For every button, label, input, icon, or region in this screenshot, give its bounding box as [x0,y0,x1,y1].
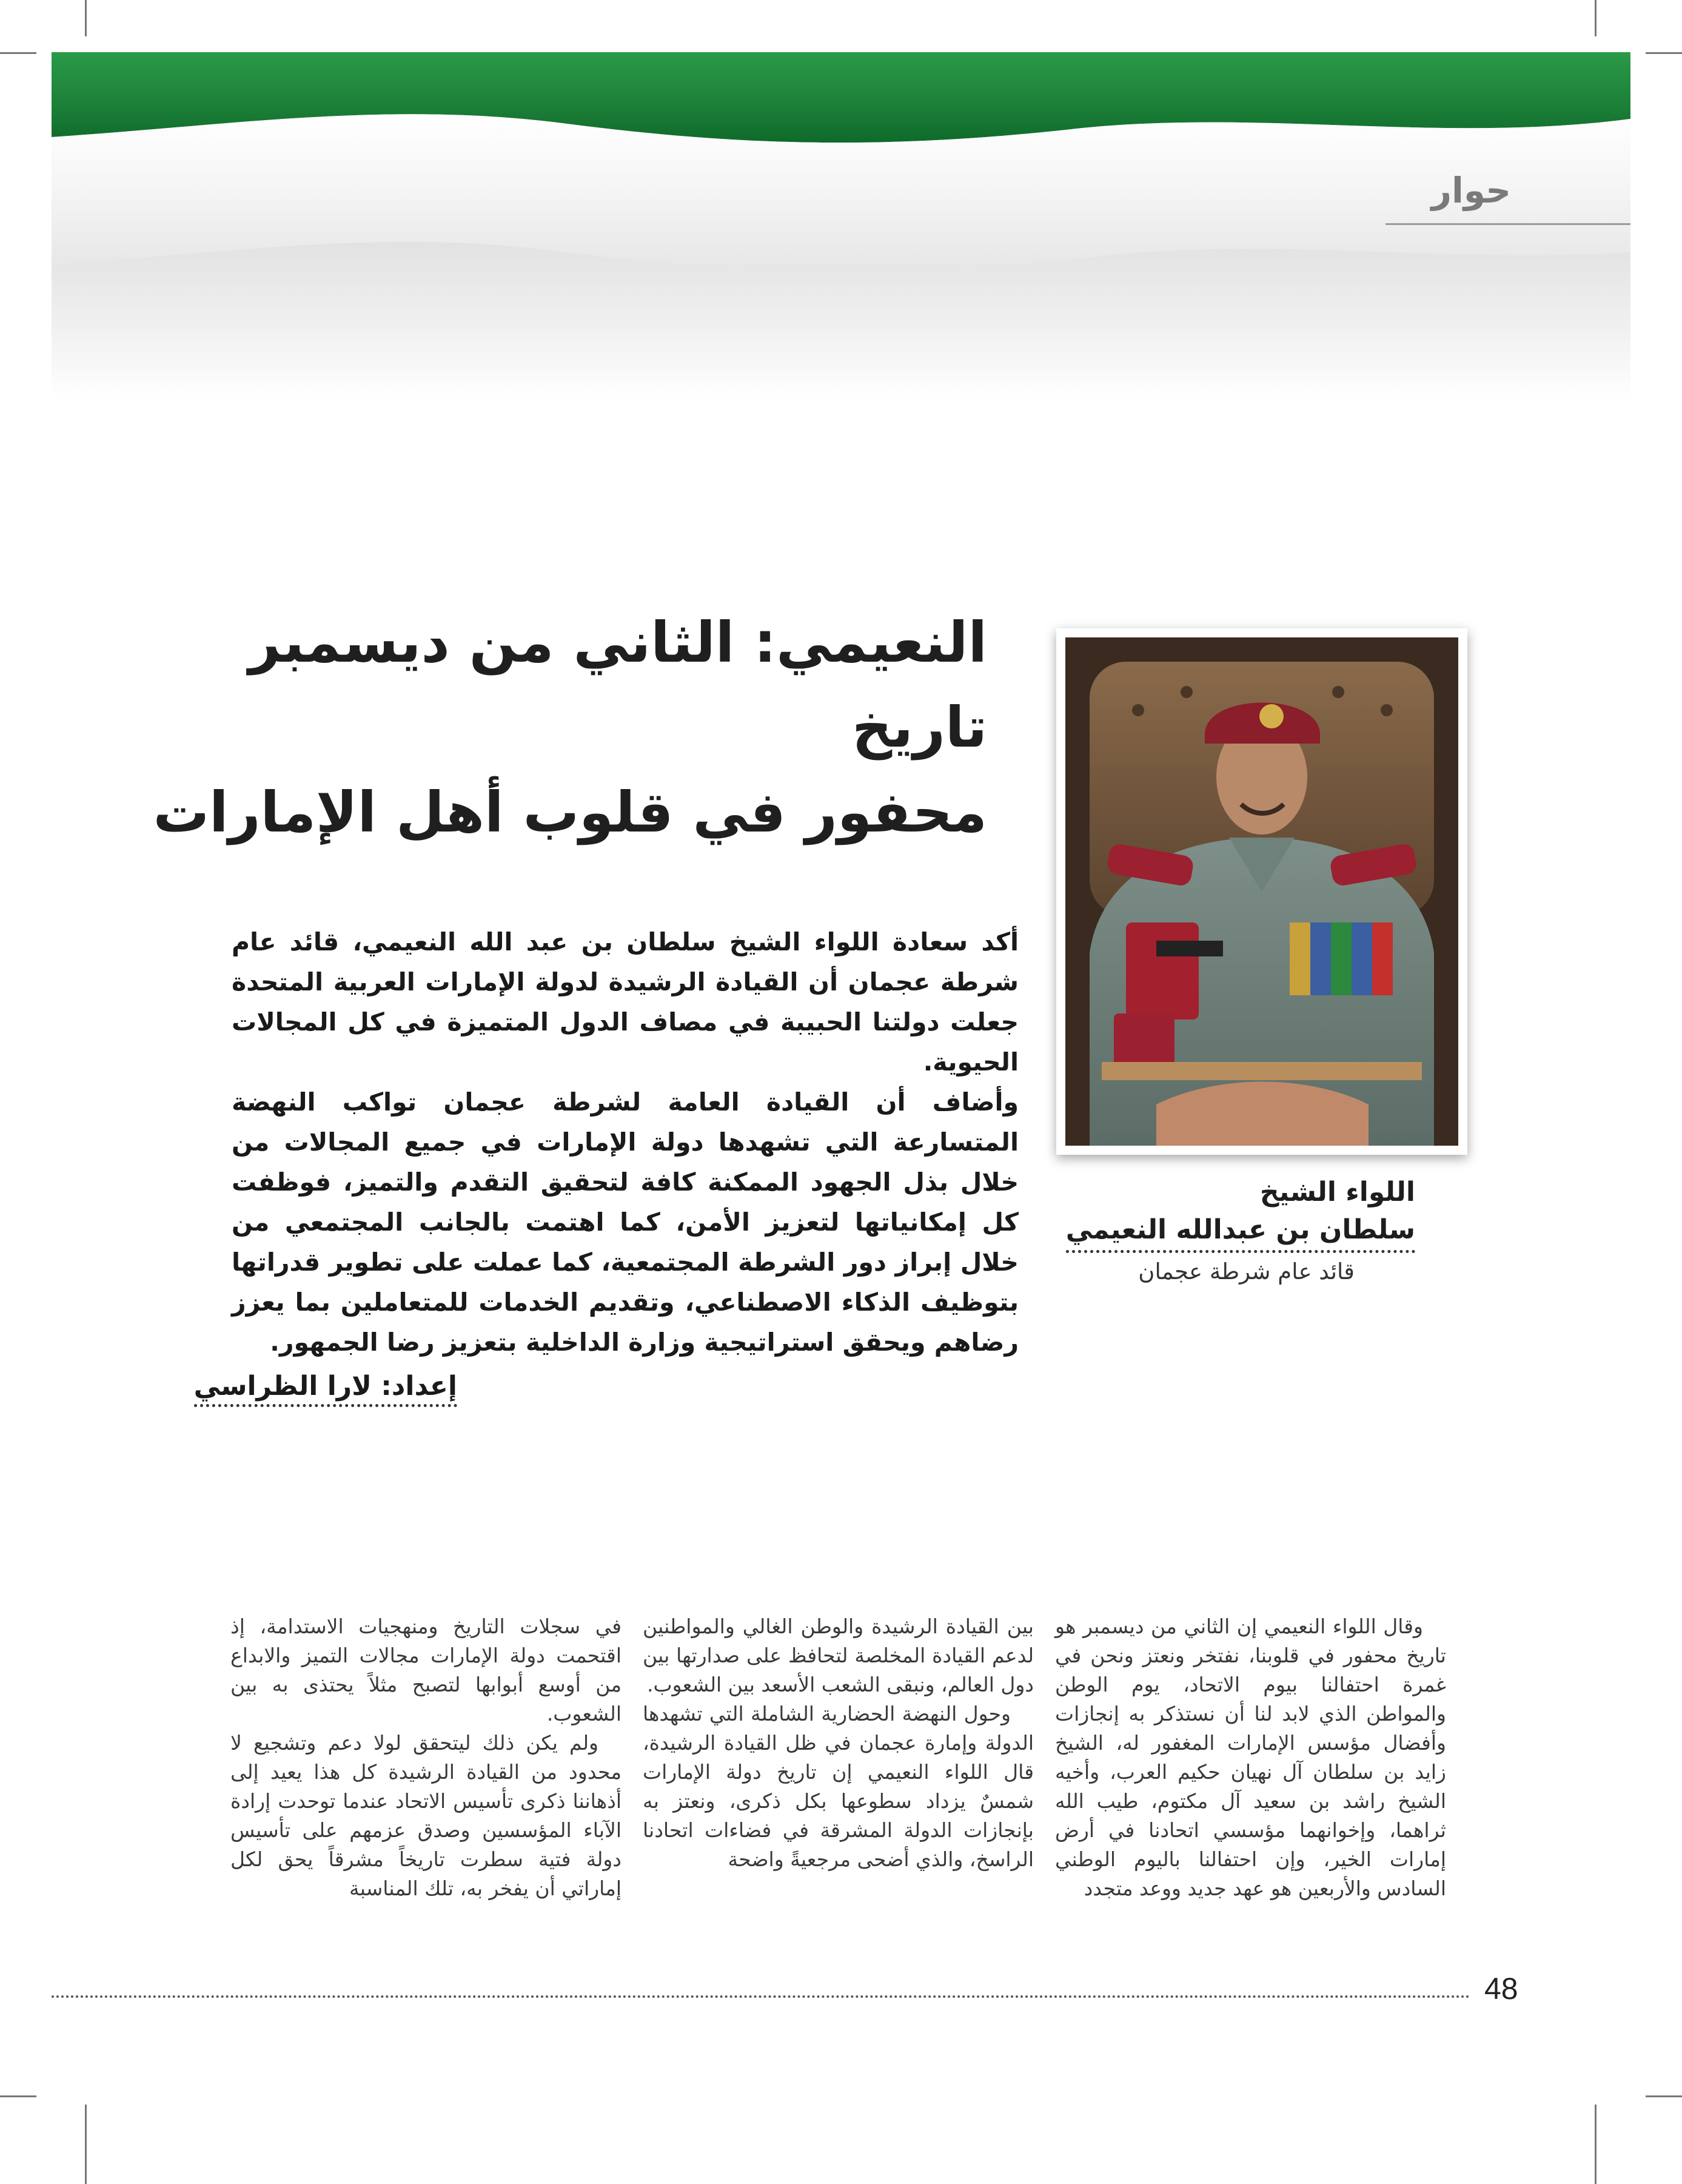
headline-line-1: النعيمي: الثاني من ديسمبر تاريخ [248,610,987,760]
section-divider [1385,223,1630,225]
body-column-left [230,1612,622,1903]
body-paragraph: وقال اللواء النعيمي إن الثاني من ديسمبر هو تاريخ محفور في قلوبنا، نفتخر ونعتز ونحن في غمرة احتفالنا بيوم الاتحاد، يوم الوطن والمواطن الذي لابد لنا أن نستذكر به إنجازات وأفضال مؤسس الإمارات المغفور له، الشيخ زايد بن سلطان آل نهيان حكيم العرب، وأخيه الشيخ راشد بن سعيد آل مكتوم، طيب الله ثراهما، وإخوانهما مؤسسي اتحادنا في أرض إمارات الخير، وإن احتفالنا باليوم الوطني السادس والأربعين هو عهد جديد ووعد متجدد [1055,1614,1446,1900]
photo-caption-name [1066,1174,1415,1253]
caption-line-2: سلطان بن عبدالله النعيمي [1066,1211,1415,1253]
crop-mark [0,52,36,54]
flag-banner [52,52,1630,400]
article-headline [108,600,987,855]
page-number: 48 [1484,1972,1518,2006]
article-intro [232,922,1019,1362]
intro-paragraph-1: أكد سعادة اللواء الشيخ سلطان بن عبد الله النعيمي، قائد عام شرطة عجمان أن القيادة الرشيدة لدولة الإمارات العربية المتحدة جعلت دولتنا الحبيبة في مصاف الدول المتميزة في كل المجالات الحيوية. [232,927,1019,1077]
body-column-right [1055,1612,1446,1903]
author-byline: إعداد: لارا الظراسي [194,1371,457,1407]
crop-mark [1595,2105,1597,2184]
section-label: حوار [1431,170,1511,211]
body-paragraph: ولم يكن ذلك ليتحقق لولا دعم وتشجيع لا محدود من القيادة الرشيدة كل هذا يعيد إلى أذهاننا ذكرى تأسيس الاتحاد عندما توحدت إرادة الآباء المؤسسين وصدق عزمهم على تأسيس دولة فتية سطرت تاريخاً مشرقاً يحق لكل إماراتي أن يفخر به، تلك المناسبة [230,1731,622,1900]
body-paragraph: في سجلات التاريخ ومنهجيات الاستدامة، إذ اقتحمت دولة الإمارات مجالات التميز والابداع من أوسع أبوابها لتصبح مثلاً يحتذى به بين الشعوب. [230,1614,622,1725]
portrait-image [1065,637,1458,1146]
caption-line-1: اللواء الشيخ [1259,1177,1415,1208]
footer-divider [52,1995,1470,1998]
crop-mark [1595,0,1597,36]
crop-mark [85,2105,87,2184]
portrait-photo [1056,628,1467,1155]
body-paragraph: وحول النهضة الحضارية الشاملة التي تشهدها الدولة وإمارة عجمان في ظل القيادة الرشيدة، قال اللواء النعيمي إن تاريخ دولة الإمارات شمسٌ يزداد سطوعها بكل ذكرى، ونعتز به بإنجازات الدولة المشرقة في فضاءات اتحادنا الراسخ، والذي أضحى مرجعيةً واضحة [643,1702,1034,1871]
body-column-middle [643,1612,1034,1874]
flag-wave-graphic [52,52,1630,400]
photo-caption-role: قائد عام شرطة عجمان [1138,1258,1355,1285]
body-paragraph: بين القيادة الرشيدة والوطن الغالي والمواطنين لدعم القيادة المخلصة لتحافظ على صدارتها بين دول العالم، ونبقى الشعب الأسعد بين الشعوب. [643,1614,1034,1696]
crop-mark [1646,2095,1682,2097]
crop-mark [0,2095,36,2097]
crop-mark [1646,52,1682,54]
intro-paragraph-2: وأضاف أن القيادة العامة لشرطة عجمان تواكب النهضة المتسارعة التي تشهدها دولة الإمارات في جميع المجالات من خلال بذل الجهود الممكنة كافة لتحقيق التقدم والتميز، فوظفت كل إمكانياتها لتعزيز الأمن، كما اهتمت بالجانب المجتمعي من خلال إبراز دور الشرطة المجتمعية، كما عملت على تطوير قدراتها بتوظيف الذكاء الاصطناعي، وتقديم الخدمات للمتعاملين بما يعزز رضاهم ويحقق استراتيجية وزارة الداخلية بتعزيز رضا الجمهور. [232,1087,1019,1357]
crop-mark [85,0,87,36]
headline-line-2: محفور في قلوب أهل الإمارات [153,780,987,845]
